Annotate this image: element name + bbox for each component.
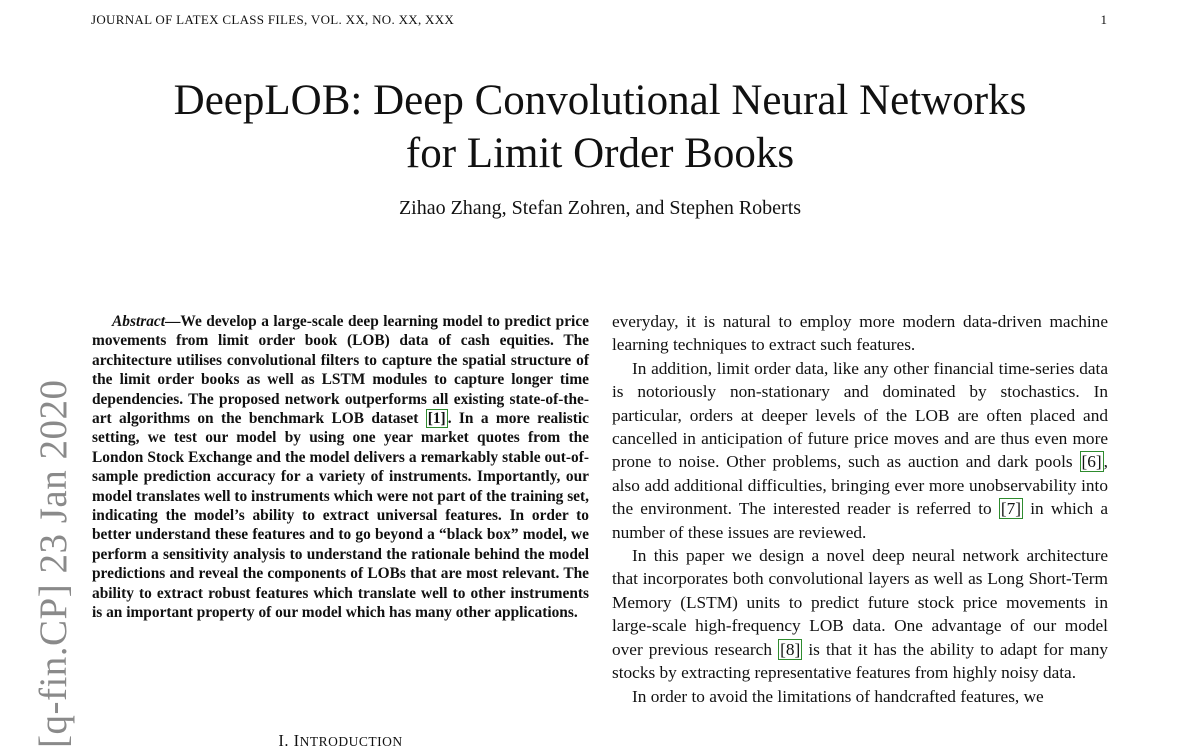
abstract (92, 312, 589, 623)
paragraph-2-text-c: in which a number of these issues are reviewed. (612, 499, 1109, 542)
paragraph-3 (612, 544, 1108, 684)
page-number: 1 (1100, 12, 1107, 27)
paragraph-1: everyday, it is natural to employ more modern data-driven machine learning techniques to extract such features. (612, 312, 1108, 355)
section-title-initial: I (293, 731, 300, 750)
section-heading-introduction (92, 731, 589, 751)
title-line-1: DeepLOB: Deep Convolutional Neural Networks (173, 77, 1027, 124)
section-title-rest: NTRODUCTION (299, 734, 403, 749)
paragraph-4: In order to avoid the limitations of handcrafted features, we (632, 686, 1044, 706)
paragraph-3-text-b: is that it has the ability to adapt for many stocks by extracting representative features from highly noisy data. (612, 639, 1108, 683)
running-header: JOURNAL OF LATEX CLASS FILES, VOL. XX, NO. XX, XXX (91, 12, 455, 27)
abstract-label: Abstract (112, 313, 166, 330)
right-column-body (612, 310, 1108, 708)
citation-link[interactable]: [7] (1000, 499, 1022, 519)
paragraph-2 (612, 357, 1108, 544)
citation-link[interactable]: [6] (1081, 452, 1102, 472)
abstract-dash: — (165, 313, 181, 330)
paragraph-2-text-b: , also add additional difficulties, bringing ever more unobservability into the environment. The interested reader is referred to (612, 452, 1108, 519)
citation-link[interactable]: [8] (780, 639, 801, 659)
arxiv-stamp: [q-fin.CP] 23 Jan 2020 (32, 379, 75, 748)
author-list: Zihao Zhang, Stefan Zohren, and Stephen Roberts (398, 197, 802, 219)
paper-title (0, 74, 1200, 180)
title-line-2: for Limit Order Books (405, 130, 795, 177)
section-number: I. (278, 731, 289, 750)
abstract-text-1: We develop a large-scale deep learning model to predict price movements from limit order book (LOB) data of cash equities. The architecture utilises convolutional filters to capture the spatial structure of the limit order books as well as LSTM modules to capture longer time dependencies. The proposed network outperforms all existing state-of-the-art algorithms on the benchmark LOB dataset (92, 313, 589, 428)
paragraph-2-text-a: In addition, limit order data, like any other financial time-series data is notoriously non-stationary and dominated by stochastics. In particular, orders at deeper levels of the LOB are often placed and cancelled in anticipation of future price moves and are thus even more prone to noise. Other problems, such as auction and dark pools (612, 358, 1108, 472)
citation-link[interactable]: [1] (427, 410, 446, 428)
paragraph-3-text-a: In this paper we design a novel deep neural network architecture that incorporates both convolutional layers as well as Long Short-Term Memory (LSTM) units to predict future stock price movements in large-scale high-frequency LOB data. One advantage of our model over previous research (612, 546, 1108, 659)
abstract-text-2: . In a more realistic setting, we test our model by using one year market quotes from the London Stock Exchange and the model delivers a remarkably stable out-of-sample prediction accuracy for a variety of instruments. Importantly, our model translates well to instruments which were not part of the training set, indicating the model’s ability to extract universal features. In order to better understand these features and to go beyond a “black box” model, we perform a sensitivity analysis to understand the rationale behind the model predictions and reveal the components of LOBs that are most relevant. The ability to extract robust features which translate well to other instruments is an important property of our model which has many other applications. (92, 410, 589, 622)
